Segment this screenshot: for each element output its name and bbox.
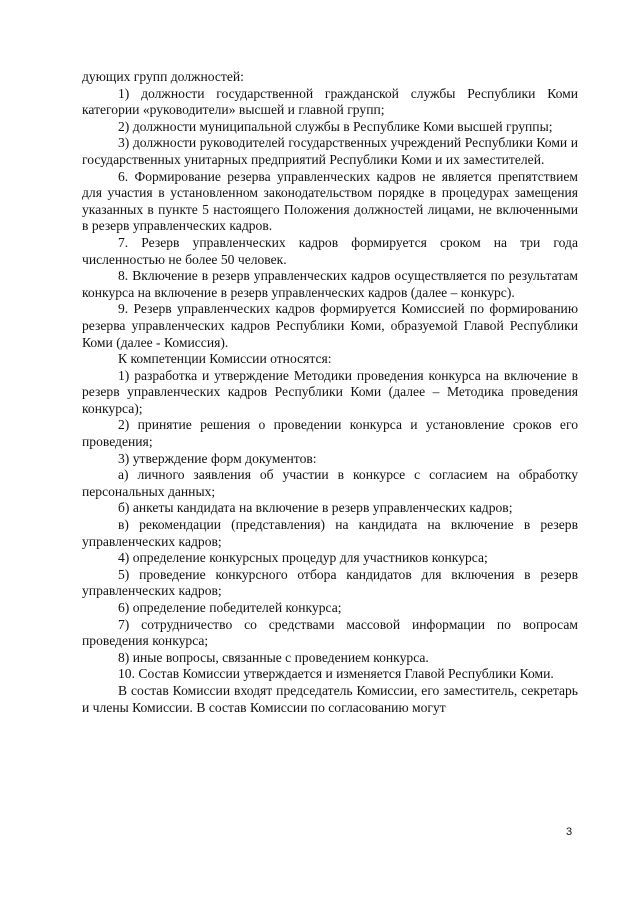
paragraph: В состав Комиссии входят председатель Комиссии, его заместитель, секретарь и члены Комиссии. В состав Комиссии по согласованию могут — [82, 682, 578, 715]
paragraph: 8. Включение в резерв управленческих кадров осуществляется по результатам конкурса на включение в резерв управленческих кадров (далее – конкурс). — [82, 268, 578, 300]
paragraph: 2) должности муниципальной службы в Республике Коми высшей группы; — [118, 118, 553, 134]
paragraph: 10. Состав Комиссии утверждается и изменяется Главой Республики Коми. — [118, 666, 554, 682]
paragraph: 7. Резерв управленческих кадров формируется сроком на три года численностью не более 50 человек. — [82, 234, 578, 267]
paragraph: а) личного заявления об участии в конкурсе с согласием на обработку персональных данных; — [82, 467, 578, 499]
paragraph: 1) разработка и утверждение Методики проведения конкурса на включение в резерв управленческих кадров Республики Коми (далее – Методика проведения конкурса); — [82, 367, 578, 416]
paragraph: 3) утверждение форм документов: — [118, 450, 317, 466]
paragraph: 1) должности государственной гражданской службы Республики Коми категории «руководители» высшей и главной групп; — [82, 85, 578, 118]
paragraph: 7) сотрудничество со средствами массовой информации по вопросам проведения конкурса; — [82, 616, 578, 649]
paragraph: 3) должности руководителей государственных учреждений Республики Коми и государственных унитарных предприятий Республики Коми и их заместителей. — [82, 135, 578, 167]
paragraph: 6) определение победителей конкурса; — [118, 600, 342, 615]
paragraph: 2) принятие решения о проведении конкурса и установление сроков его проведения; — [82, 417, 578, 450]
document-body — [82, 69, 578, 716]
paragraph: б) анкеты кандидата на включение в резерв управленческих кадров; — [118, 500, 513, 516]
paragraph: 8) иные вопросы, связанные с проведением конкурса. — [118, 649, 429, 665]
paragraph: 5) проведение конкурсного отбора кандидатов для включения в резерв управленческих кадров; — [82, 566, 578, 599]
paragraph: дующих групп должностей: — [82, 69, 244, 84]
paragraph: в) рекомендации (представления) на кандидата на включение в резерв управленческих кадров; — [82, 517, 578, 549]
page-number: 3 — [566, 826, 573, 838]
paragraph: К компетенции Комиссии относятся: — [118, 351, 332, 367]
paragraph: 4) определение конкурсных процедур для участников конкурса; — [118, 550, 488, 566]
paragraph: 9. Резерв управленческих кадров формируется Комиссией по формированию резерва управленческих кадров Республики Коми, образуемой Главой Республики Коми (далее - Комиссия). — [82, 301, 578, 350]
paragraph: 6. Формирование резерва управленческих кадров не является препятствием для участия в установленном законодательством порядке в процедурах замещения указанных в пункте 5 настоящего Положения должностей лицами, не включенными в резерв управленческих кадров. — [82, 168, 578, 234]
